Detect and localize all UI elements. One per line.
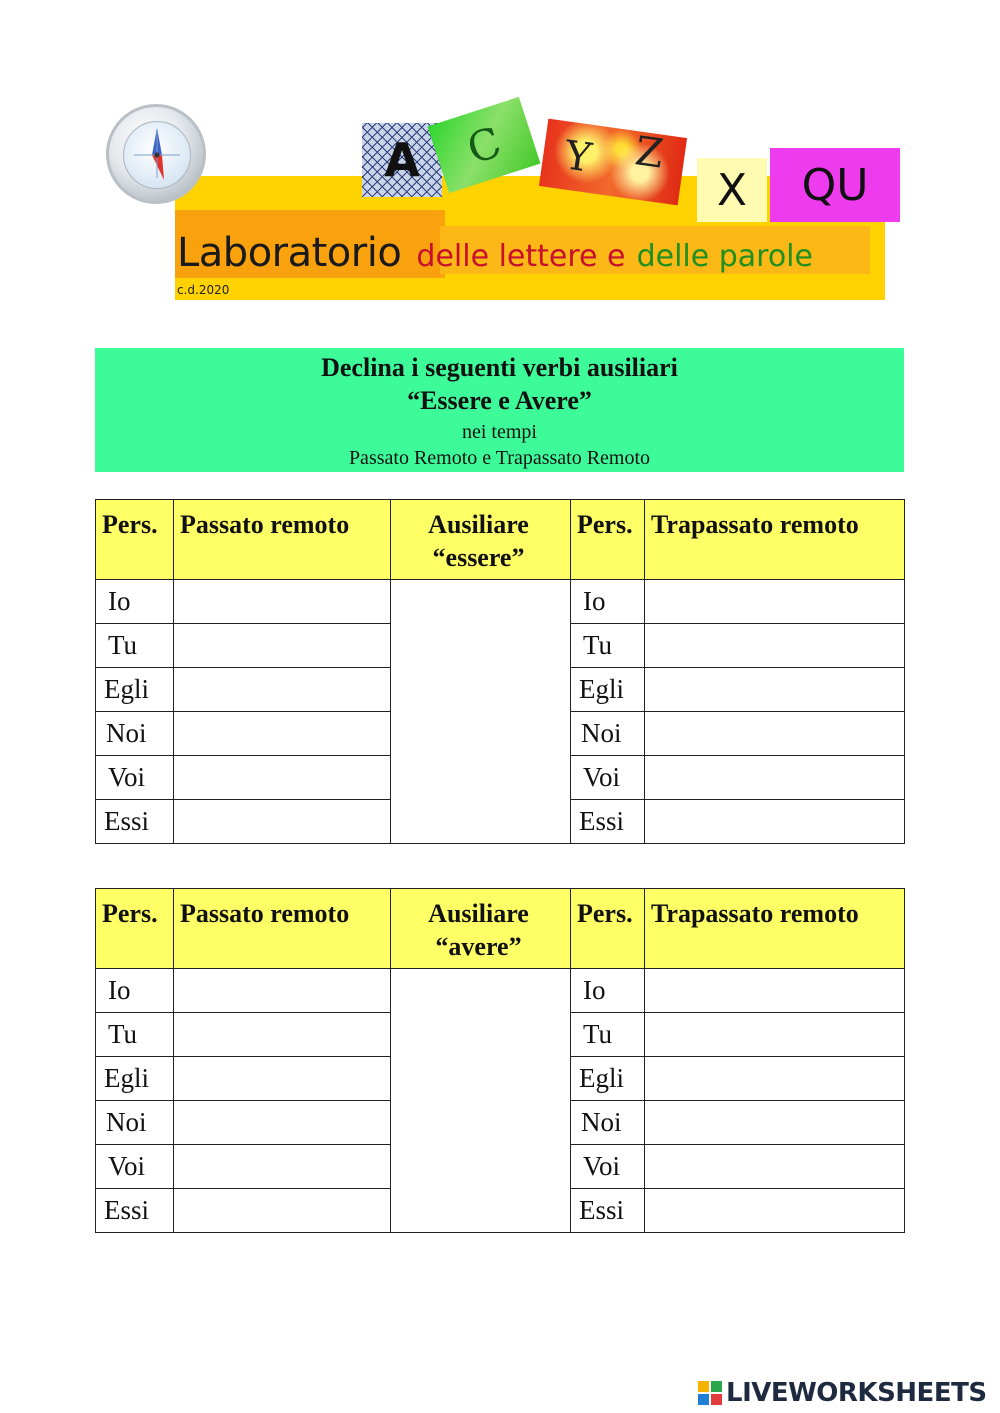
trapassato-answer-input[interactable] <box>645 668 904 711</box>
table-header-row <box>96 500 905 580</box>
trapassato-answer-input[interactable] <box>645 756 904 799</box>
passato-answer-input[interactable] <box>174 668 390 711</box>
person-label: Egli <box>96 668 174 712</box>
person-label: Tu <box>96 1013 174 1057</box>
compass-icon <box>106 104 206 204</box>
person-label: Io <box>96 580 174 624</box>
header-passato-remoto: Passato remoto <box>174 889 391 969</box>
letter-tile-qu <box>770 148 900 222</box>
header-trapassato-remoto: Trapassato remoto <box>645 500 905 580</box>
liveworksheets-brand: LIVEWORKSHEETS <box>726 1378 987 1408</box>
person-label-2: Tu <box>571 1013 645 1057</box>
passato-cell[interactable] <box>174 800 391 844</box>
compass-face <box>123 121 191 189</box>
person-label-2: Essi <box>571 800 645 844</box>
conjugation-table-avere <box>95 888 905 1233</box>
trapassato-cell[interactable] <box>645 1057 905 1101</box>
trapassato-answer-input[interactable] <box>645 624 904 667</box>
header-ausiliare-word: Ausiliare <box>428 510 529 539</box>
header-pers-2: Pers. <box>571 889 645 969</box>
title-sub-letters: delle lettere e <box>416 239 626 274</box>
passato-answer-input[interactable] <box>174 712 390 755</box>
letter-z: Z <box>632 128 667 178</box>
passato-cell[interactable] <box>174 1189 391 1233</box>
banner-title <box>177 230 813 276</box>
person-label-2: Egli <box>571 1057 645 1101</box>
passato-cell[interactable] <box>174 756 391 800</box>
trapassato-cell[interactable] <box>645 1145 905 1189</box>
letter-y: Y <box>561 132 595 182</box>
trapassato-answer-input[interactable] <box>645 580 904 623</box>
person-label: Tu <box>96 624 174 668</box>
trapassato-answer-input[interactable] <box>645 969 904 1012</box>
passato-cell[interactable] <box>174 668 391 712</box>
letter-c: C <box>461 116 507 174</box>
letter-x: X <box>716 164 748 216</box>
passato-answer-input[interactable] <box>174 1057 390 1100</box>
passato-cell[interactable] <box>174 1145 391 1189</box>
passato-cell[interactable] <box>174 1013 391 1057</box>
person-label: Noi <box>96 1101 174 1145</box>
ausiliare-merged-cell <box>391 969 571 1233</box>
table-row <box>96 580 905 624</box>
trapassato-cell[interactable] <box>645 756 905 800</box>
passato-answer-input[interactable] <box>174 1013 390 1056</box>
letter-qu: QU <box>801 159 869 211</box>
trapassato-answer-input[interactable] <box>645 1013 904 1056</box>
person-label: Io <box>96 969 174 1013</box>
trapassato-cell[interactable] <box>645 1189 905 1233</box>
header-pers: Pers. <box>96 500 174 580</box>
person-label: Essi <box>96 1189 174 1233</box>
person-label-2: Essi <box>571 1189 645 1233</box>
passato-answer-input[interactable] <box>174 756 390 799</box>
trapassato-cell[interactable] <box>645 1013 905 1057</box>
person-label-2: Noi <box>571 712 645 756</box>
instruction-box <box>95 348 904 472</box>
passato-cell[interactable] <box>174 712 391 756</box>
conjugation-table-essere <box>95 499 905 844</box>
person-label-2: Voi <box>571 756 645 800</box>
header-pers-2: Pers. <box>571 500 645 580</box>
header-ausiliare-word: Ausiliare <box>428 899 529 928</box>
passato-cell[interactable] <box>174 1101 391 1145</box>
passato-answer-input[interactable] <box>174 1145 390 1188</box>
person-label-2: Io <box>571 969 645 1013</box>
header-banner <box>100 90 910 310</box>
header-ausiliare-verb: “essere” <box>432 543 525 572</box>
trapassato-cell[interactable] <box>645 624 905 668</box>
passato-cell[interactable] <box>174 580 391 624</box>
person-label-2: Noi <box>571 1101 645 1145</box>
passato-answer-input[interactable] <box>174 800 390 843</box>
title-sub-words: delle parole <box>636 239 813 274</box>
trapassato-cell[interactable] <box>645 1101 905 1145</box>
person-label: Egli <box>96 1057 174 1101</box>
passato-cell[interactable] <box>174 1057 391 1101</box>
trapassato-answer-input[interactable] <box>645 1101 904 1144</box>
header-ausiliare-verb: “avere” <box>435 932 522 961</box>
liveworksheets-grid-icon <box>698 1381 722 1405</box>
title-main: Laboratorio <box>177 230 402 276</box>
person-label: Essi <box>96 800 174 844</box>
trapassato-answer-input[interactable] <box>645 800 904 843</box>
passato-answer-input[interactable] <box>174 1189 390 1232</box>
instruction-verbs: “Essere e Avere” <box>407 386 592 415</box>
instruction-tenses: Passato Remoto e Trapassato Remoto <box>348 447 651 469</box>
trapassato-cell[interactable] <box>645 712 905 756</box>
person-label: Voi <box>96 756 174 800</box>
person-label: Noi <box>96 712 174 756</box>
header-pers: Pers. <box>96 889 174 969</box>
passato-answer-input[interactable] <box>174 624 390 667</box>
passato-cell[interactable] <box>174 624 391 668</box>
passato-answer-input[interactable] <box>174 580 390 623</box>
letter-tile-x <box>697 158 767 222</box>
trapassato-cell[interactable] <box>645 580 905 624</box>
header-ausiliare <box>391 500 571 580</box>
passato-answer-input[interactable] <box>174 969 390 1012</box>
table-row <box>96 969 905 1013</box>
passato-cell[interactable] <box>174 969 391 1013</box>
person-label-2: Tu <box>571 624 645 668</box>
instruction-tenses-label: nei tempi <box>462 421 537 443</box>
trapassato-answer-input[interactable] <box>645 1057 904 1100</box>
compass-needle-icon <box>124 122 190 188</box>
liveworksheets-logo[interactable] <box>698 1378 987 1408</box>
trapassato-answer-input[interactable] <box>645 712 904 755</box>
trapassato-answer-input[interactable] <box>645 1189 904 1232</box>
ausiliare-merged-cell <box>391 580 571 844</box>
trapassato-cell[interactable] <box>645 800 905 844</box>
header-ausiliare <box>391 889 571 969</box>
person-label-2: Voi <box>571 1145 645 1189</box>
letter-a: A <box>384 133 420 187</box>
table-header-row <box>96 889 905 969</box>
trapassato-cell[interactable] <box>645 969 905 1013</box>
trapassato-answer-input[interactable] <box>645 1145 904 1188</box>
person-label: Voi <box>96 1145 174 1189</box>
header-trapassato-remoto: Trapassato remoto <box>645 889 905 969</box>
trapassato-cell[interactable] <box>645 668 905 712</box>
instruction-heading: Declina i seguenti verbi ausiliari <box>321 353 678 382</box>
banner-stamp: c.d.2020 <box>177 283 230 297</box>
person-label-2: Io <box>571 580 645 624</box>
header-passato-remoto: Passato remoto <box>174 500 391 580</box>
passato-answer-input[interactable] <box>174 1101 390 1144</box>
person-label-2: Egli <box>571 668 645 712</box>
